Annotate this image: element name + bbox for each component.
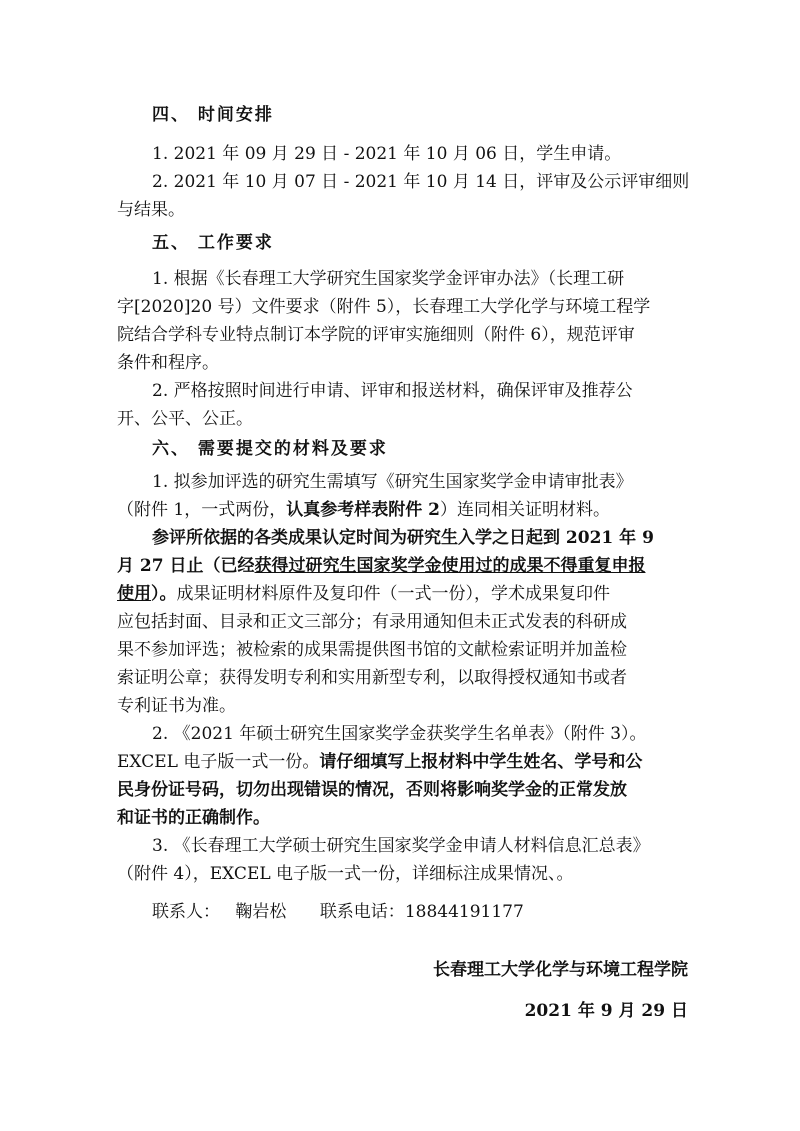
section-5-item-2-line-2: 开、公平、公正。 xyxy=(117,409,253,429)
eligibility-para-line-4: 应包括封面、目录和正文三部分；有录用通知但未正式发表的科研成 xyxy=(117,612,627,632)
section-5-item-1-line-4: 条件和程序。 xyxy=(117,353,219,373)
section-6-item-2-line-2-part-a: EXCEL 电子版一式一份。 xyxy=(117,752,320,772)
eligibility-para-line-3 xyxy=(117,579,697,609)
eligibility-para-line-2 xyxy=(117,551,697,581)
contact-phone-label: 联系电话： xyxy=(319,902,405,922)
section-5-item-1-line-1: 1. 根据《长春理工大学研究生国家奖学金评审办法》（长理工研 xyxy=(152,269,625,289)
no-reuse-warning-end: 使用 xyxy=(117,584,151,604)
section-6-item-1-line-1: 1. 拟参加评选的研究生需填写《研究生国家奖学金申请审批表》 xyxy=(152,472,633,492)
section-6-item-1-line-2-part-c: ）连同相关证明材料。 xyxy=(439,500,610,520)
fill-carefully-warning: 请仔细填写上报材料中学生姓名、学号和公 xyxy=(319,752,643,772)
issuing-organization: 长春理工大学化学与环境工程学院 xyxy=(433,960,688,980)
sample-form-note: 认真参考样表附件 2 xyxy=(286,500,440,520)
section-6-item-2-line-1: 2. 《2021 年硕士研究生国家奖学金获奖学生名单表》（附件 3）。 xyxy=(152,724,647,744)
section-6-item-3-line-2: （附件 4），EXCEL 电子版一式一份，详细标注成果情况、。 xyxy=(117,864,574,884)
eligibility-para-line-1: 参评所依据的各类成果认定时间为研究生入学之日起到 2021 年 9 xyxy=(152,528,654,548)
no-reuse-warning: 获得过研究生国家奖学金使用过的成果不得重复申报 xyxy=(254,556,646,576)
section-4-item-1: 1. 2021 年 09 月 29 日 - 2021 年 10 月 06 日，学生申请。 xyxy=(152,144,622,164)
section-5-item-1-line-3: 院结合学科专业特点制订本学院的评审实施细则（附件 6），规范评审 xyxy=(117,325,635,345)
contact-phone: 18844191177 xyxy=(404,902,524,922)
eligibility-para-line-3-part-b: ）。 xyxy=(151,584,177,604)
contact-name: 鞠岩松 xyxy=(235,902,287,922)
contact-line xyxy=(152,897,697,927)
section-6-item-1-line-2 xyxy=(117,495,697,525)
section-6-item-2-line-4: 和证书的正确制作。 xyxy=(117,808,270,828)
section-5-item-1-line-2: 字[2020]20 号）文件要求（附件 5），长春理工大学化学与环境工程学 xyxy=(117,297,651,317)
section-5-title: 五、 工作要求 xyxy=(152,233,274,253)
section-6-item-2-line-3: 民身份证号码，切勿出现错误的情况，否则将影响奖学金的正常发放 xyxy=(117,780,627,800)
eligibility-para-line-5: 果不参加评选；被检索的成果需提供图书馆的文献检索证明并加盖检 xyxy=(117,640,627,660)
section-4-item-2-line-2: 与结果。 xyxy=(117,200,185,220)
section-5-item-2-line-1: 2. 严格按照时间进行申请、评审和报送材料，确保评审及推荐公 xyxy=(152,381,633,401)
eligibility-para-line-7: 专利证书为准。 xyxy=(117,696,236,716)
issue-date: 2021 年 9 月 29 日 xyxy=(524,1001,688,1021)
eligibility-para-line-6: 索证明公章；获得发明专利和实用新型专利，以取得授权通知书或者 xyxy=(117,668,627,688)
eligibility-para-line-2-part-a: 月 27 日止（已经 xyxy=(117,556,255,576)
section-6-title: 六、 需要提交的材料及要求 xyxy=(152,439,388,459)
section-6-item-2-line-2 xyxy=(117,747,697,777)
section-6-item-3-line-1: 3. 《长春理工大学硕士研究生国家奖学金申请人材料信息汇总表》 xyxy=(152,836,650,856)
section-6-item-1-line-2-part-a: （附件 1，一式两份， xyxy=(117,500,287,520)
eligibility-para-line-3-part-c: 成果证明材料原件及复印件（一式一份），学术成果复印件 xyxy=(176,584,610,604)
section-4-item-2-line-1: 2. 2021 年 10 月 07 日 - 2021 年 10 月 14 日，评审及公示评审细则 xyxy=(152,172,690,192)
section-4-title: 四、 时间安排 xyxy=(152,105,274,125)
contact-label: 联系人： xyxy=(152,902,220,922)
